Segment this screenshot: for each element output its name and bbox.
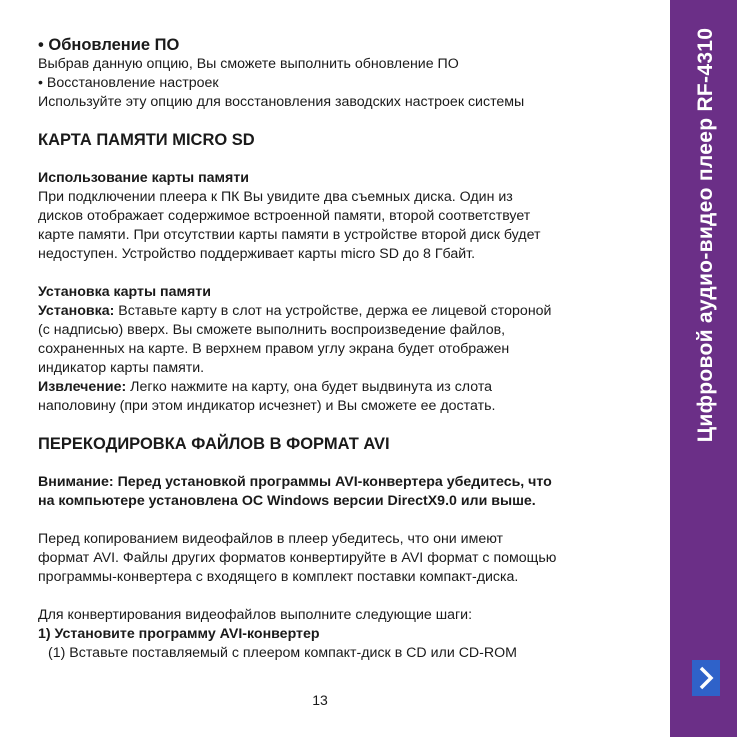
before-line: программы-конвертера с входящего в комплект поставки компакт-диска. <box>38 569 519 585</box>
page-number: 13 <box>312 692 328 708</box>
before-line: формат AVI. Файлы других форматов конвертируйте в AVI формат с помощью <box>38 550 557 566</box>
usage-line: При подключении плеера к ПК Вы увидите два съемных диска. Один из <box>38 189 513 205</box>
usage-line: дисков отображает содержимое встроенной памяти, второй соответствует <box>38 208 531 224</box>
usage-heading: Использование карты памяти <box>38 170 249 186</box>
install-first-line: Вставьте карту в слот на устройстве, держа ее лицевой стороной <box>114 303 552 319</box>
before-line: Перед копированием видеофайлов в плеер убедитесь, что они имеют <box>38 531 504 547</box>
eject-label: Извлечение: <box>38 379 127 395</box>
update-text: Выбрав данную опцию, Вы сможете выполнить обновление ПО <box>38 56 459 72</box>
eject-line: наполовину (при этом индикатор исчезнет) и Вы сможете ее достать. <box>38 398 496 414</box>
install-line: индикатор карты памяти. <box>38 360 205 376</box>
usage-line: карте памяти. При отсутствии карты памяти в устройстве второй диск будет <box>38 227 541 243</box>
eject-first-line: Легко нажмите на карту, она будет выдвинута из слота <box>126 379 493 395</box>
avi-section-title: ПЕРЕКОДИРОВКА ФАЙЛОВ В ФОРМАТ AVI <box>38 435 390 453</box>
warning-line: Внимание: Перед установкой программы AVI-конвертера убедитесь, что <box>38 474 552 490</box>
product-title: Цифровой аудио-видео плеер RF-4310 <box>694 27 717 443</box>
install-paragraph <box>38 302 638 321</box>
next-page-button[interactable] <box>692 660 720 696</box>
chevron-right-icon <box>696 664 716 692</box>
install-heading: Установка карты памяти <box>38 284 211 300</box>
restore-heading: • Восстановление настроек <box>38 75 219 91</box>
restore-text: Используйте эту опцию для восстановления заводских настроек системы <box>38 94 525 110</box>
steps-intro: Для конвертирования видеофайлов выполните следующие шаги: <box>38 607 473 623</box>
install-line: (с надписью) вверх. Вы сможете выполнить воспроизведение файлов, <box>38 322 506 338</box>
main-content <box>38 36 638 663</box>
step1-heading: 1) Установите программу AVI-конвертер <box>38 626 320 642</box>
install-label: Установка: <box>38 303 115 319</box>
install-line: сохраненных на карте. В верхнем правом углу экрана будет отображен <box>38 341 510 357</box>
sd-section-title: КАРТА ПАМЯТИ MICRO SD <box>38 131 255 149</box>
warning-line: на компьютере установлена ОС Windows версии DirectX9.0 или выше. <box>38 493 536 509</box>
usage-line: недоступен. Устройство поддерживает карты micro SD до 8 Гбайт. <box>38 246 476 262</box>
eject-paragraph <box>38 378 638 397</box>
update-heading: • Обновление ПО <box>38 36 180 54</box>
step1-sub: (1) Вставьте поставляемый с плеером компакт-диск в CD или CD-ROM <box>48 645 518 661</box>
